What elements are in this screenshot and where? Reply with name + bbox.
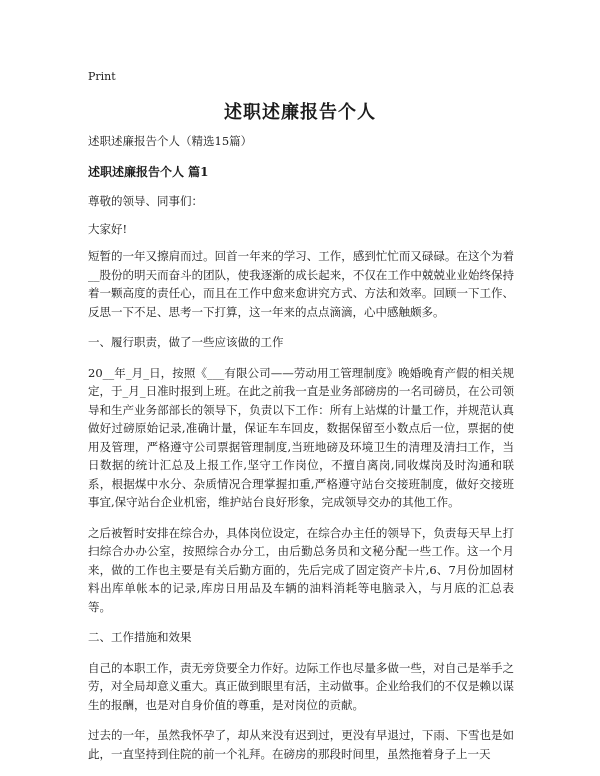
paragraph-heading-measures: 二、工作措施和效果 bbox=[88, 630, 192, 644]
page-title: 述职述廉报告个人 bbox=[224, 102, 376, 123]
salutation: 尊敬的领导、同事们： bbox=[88, 194, 203, 208]
paragraph-past-year: 过去的一年，虽然我怀孕了，却从来没有迟到过，更没有早退过，下雨、下雪也是如此，一直坚持到住院的前一个礼拜。在磅房的那段时间里，虽然拖着身子上一天 bbox=[88, 728, 514, 761]
paragraph-duties: 20__年_月_日，按照《___有限公司——劳动用工管理制度》晚婚晚育产假的相关规定，于_月_日准时报到上班。在此之前我一直是业务部磅房的一名司磅员，在公司领导和生产业务部部长的领导下，负责以下工作：所有上站煤的计量工作，并规范认真做好过磅原始记录,准确计量，保证车车回皮，数据保留至小数点后一位，票据的使用及管理，严格遵守公司票据管理制度,当班地磅及环境卫生的清理及清扫工作，当日数据的统计汇总及上报工作,坚守工作岗位，不擅自离岗,同收煤岗及时沟通和联系，根据煤中水分、杂质情况合理掌握扣重,严格遵守站台交接班制度，做好交接班事宜,保守站台企业机密，维护站台良好形象，完成领导交办的其他工作。 bbox=[88, 365, 514, 509]
document-subtitle: 述职述廉报告个人（精选15篇） bbox=[88, 134, 253, 148]
greeting: 大家好! bbox=[88, 221, 128, 236]
paragraph-heading-duties: 一、履行职责，做了一些应该做的工作 bbox=[88, 335, 284, 349]
paragraph-admin-office: 之后被暂时安排在综合办，具体岗位设定，在综合办主任的领导下，负责每天早上打扫综合办办公室，按照综合办分工，由后勤总务员和文秘分配一些工作。这一个月来，做的工作也主要是有关后勤方面的，先后完成了固定资产卡片,6、7月份加固材料出库单帐本的记录,库房日用品及车辆的油料消耗等电脑录入，与月底的汇总表等。 bbox=[88, 525, 514, 614]
paragraph-intro: 短暂的一年又擦肩而过。回首一年来的学习、工作，感到忙忙而又碌碌。在这个为着__股份的明天而奋斗的团队，使我逐渐的成长起来，不仅在工作中兢兢业业始终保持着一颗高度的责任心，而且在工作中愈来愈讲究方式、方法和效率。回顾一下工作、反思一下不足、思考一下打算，这一年来的点点滴滴，心中感触颇多。 bbox=[88, 249, 514, 319]
section-heading: 述职述廉报告个人 篇1 bbox=[88, 164, 209, 179]
print-link[interactable]: Print bbox=[88, 70, 116, 83]
document-body bbox=[88, 132, 514, 775]
paragraph-measures: 自己的本职工作，责无旁贷要全力作好。边际工作也尽量多做一些，对自己是举手之劳，对全局却意义重大。真正做到眼里有活，主动做事。企业给我们的不仅是赖以谋生的报酬，也是对自身价值的尊重，是对岗位的贡献。 bbox=[88, 660, 514, 712]
